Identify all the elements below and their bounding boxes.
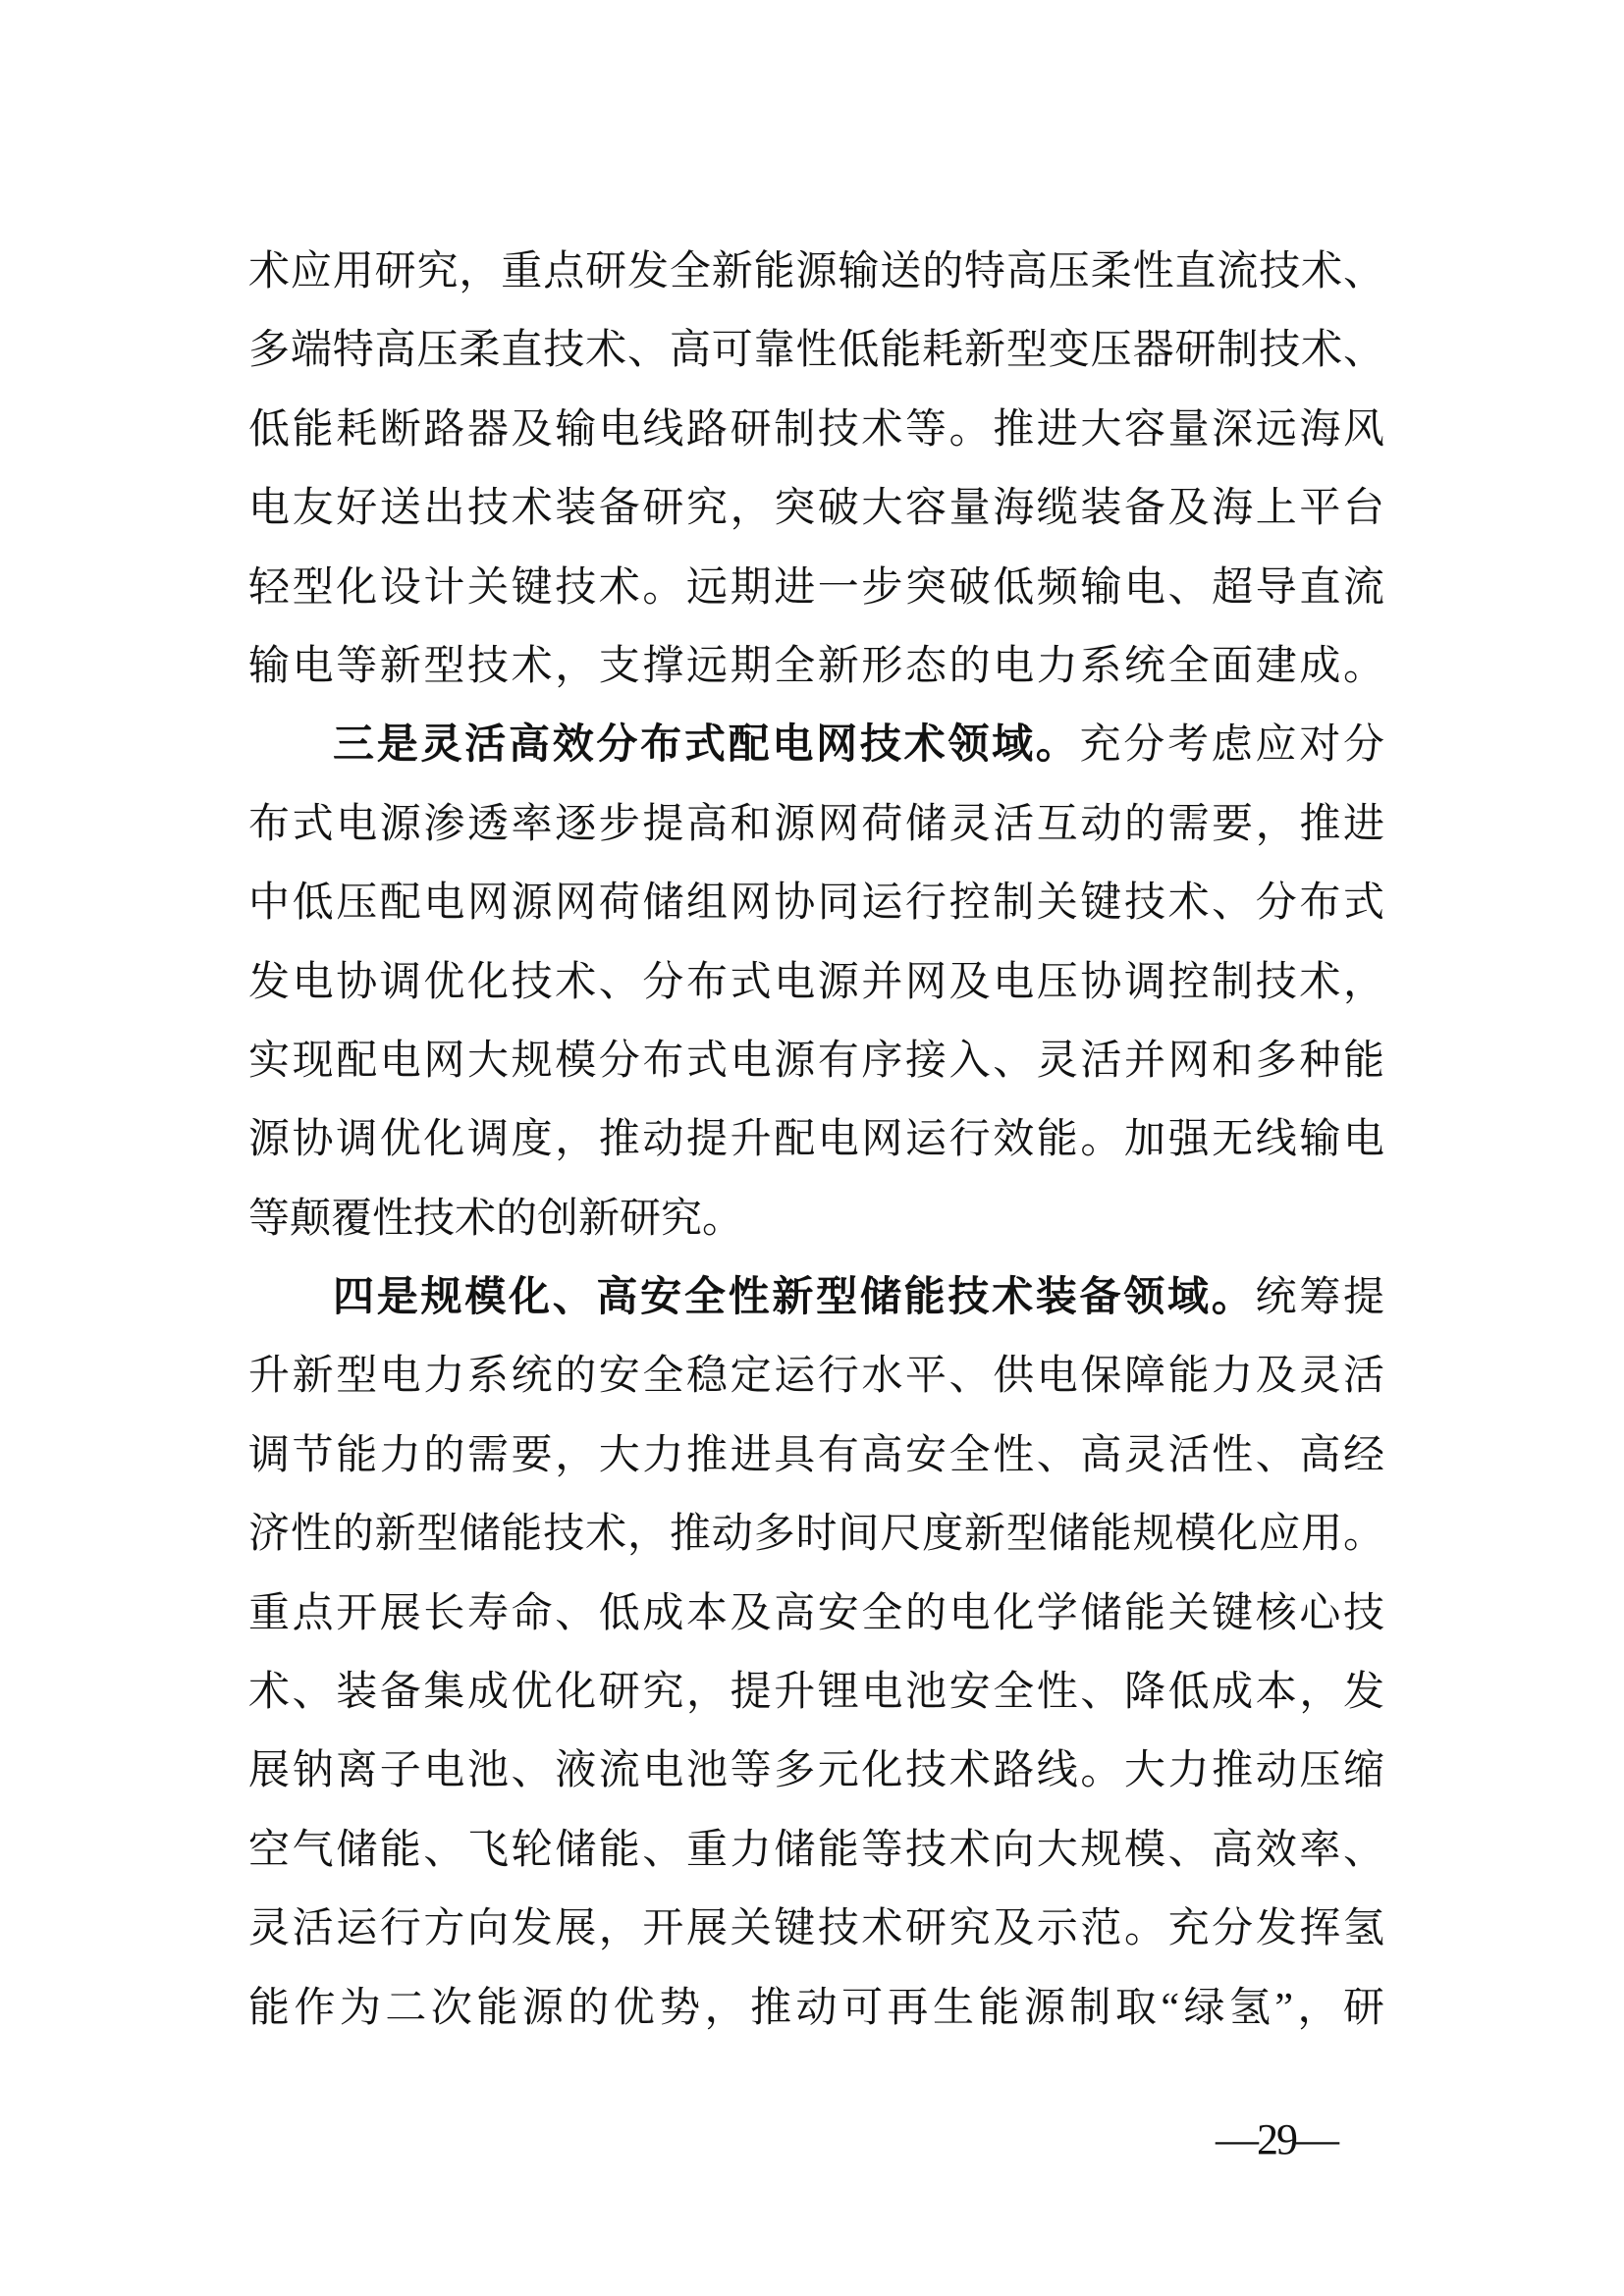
line-text: 输电等新型技术，支撑远期全新形态的电力系统全面建成。	[248, 643, 1384, 689]
text-line-20	[248, 1731, 1384, 1809]
text-line-22	[248, 1889, 1384, 1967]
text-line-17	[248, 1494, 1384, 1573]
line-text: 术应用研究，重点研发全新能源输送的特高压柔性直流技术、	[248, 249, 1384, 294]
line-text: 实现配电网大规模分布式电源有序接入、灵活并网和多种能	[248, 1038, 1384, 1084]
line-text: 术、装备集成优化研究，提升锂电池安全性、降低成本，发	[248, 1670, 1384, 1716]
line-text: 多端特高压柔直技术、高可靠性低能耗新型变压器研制技术、	[248, 328, 1384, 374]
line-text: 调节能力的需要，大力推进具有高安全性、高灵活性、高经	[248, 1432, 1384, 1478]
text-line-1	[248, 232, 1384, 310]
line-text: 灵活运行方向发展，开展关键技术研究及示范。充分发挥氢	[248, 1906, 1384, 1952]
line-text: 源协调优化调度，推动提升配电网运行效能。加强无线输电	[248, 1117, 1384, 1163]
line-text: 重点开展长寿命、低成本及高安全的电化学储能关键核心技	[248, 1590, 1384, 1636]
section-heading-4: 四是规模化、高安全性新型储能技术装备领域。	[333, 1273, 1256, 1320]
text-line-9	[248, 863, 1384, 941]
line-text: 济性的新型储能技术，推动多时间尺度新型储能规模化应用。	[248, 1512, 1384, 1558]
text-line-3	[248, 390, 1384, 468]
text-line-18	[248, 1574, 1384, 1652]
text-line-4	[248, 468, 1384, 547]
page-number: —29—	[1216, 2115, 1337, 2163]
line-text: 发电协调优化技术、分布式电源并网及电压协调控制技术，	[248, 959, 1384, 1005]
text-line-2	[248, 310, 1384, 389]
text-line-16	[248, 1415, 1384, 1494]
line-text: 布式电源渗透率逐步提高和源网荷储灵活互动的需要，推进	[248, 801, 1384, 847]
text-line-13	[248, 1179, 1384, 1257]
line-text: 能作为二次能源的优势，推动可再生能源制取“绿氢”，研	[248, 1985, 1384, 2031]
text-line-8	[248, 784, 1384, 863]
text-line-19	[248, 1652, 1384, 1731]
line-text: 充分考虑应对分	[1079, 722, 1384, 769]
text-line-15	[248, 1336, 1384, 1415]
text-line-6	[248, 626, 1384, 705]
body-text	[248, 232, 1384, 2047]
line-text: 统筹提	[1255, 1275, 1384, 1321]
section-heading-3: 三是灵活高效分布式配电网技术领域。	[333, 721, 1080, 768]
text-line-10	[248, 942, 1384, 1021]
text-line-7	[248, 705, 1384, 783]
line-text: 展钠离子电池、液流电池等多元化技术路线。大力推动压缩	[248, 1748, 1384, 1794]
text-line-14	[248, 1257, 1384, 1336]
line-text: 轻型化设计关键技术。远期进一步突破低频输电、超导直流	[248, 564, 1384, 611]
text-line-23	[248, 1968, 1384, 2047]
line-text: 电友好送出技术装备研究，突破大容量海缆装备及海上平台	[248, 486, 1384, 532]
line-text: 空气储能、飞轮储能、重力储能等技术向大规模、高效率、	[248, 1827, 1384, 1873]
text-line-5	[248, 548, 1384, 626]
text-line-12	[248, 1099, 1384, 1178]
text-line-11	[248, 1021, 1384, 1099]
line-text: 中低压配电网源网荷储组网协同运行控制关键技术、分布式	[248, 881, 1384, 927]
text-line-21	[248, 1810, 1384, 1889]
line-text: 等颠覆性技术的创新研究。	[248, 1196, 744, 1242]
line-text: 升新型电力系统的安全稳定运行水平、供电保障能力及灵活	[248, 1354, 1384, 1400]
line-text: 低能耗断路器及输电线路研制技术等。推进大容量深远海风	[248, 406, 1384, 453]
